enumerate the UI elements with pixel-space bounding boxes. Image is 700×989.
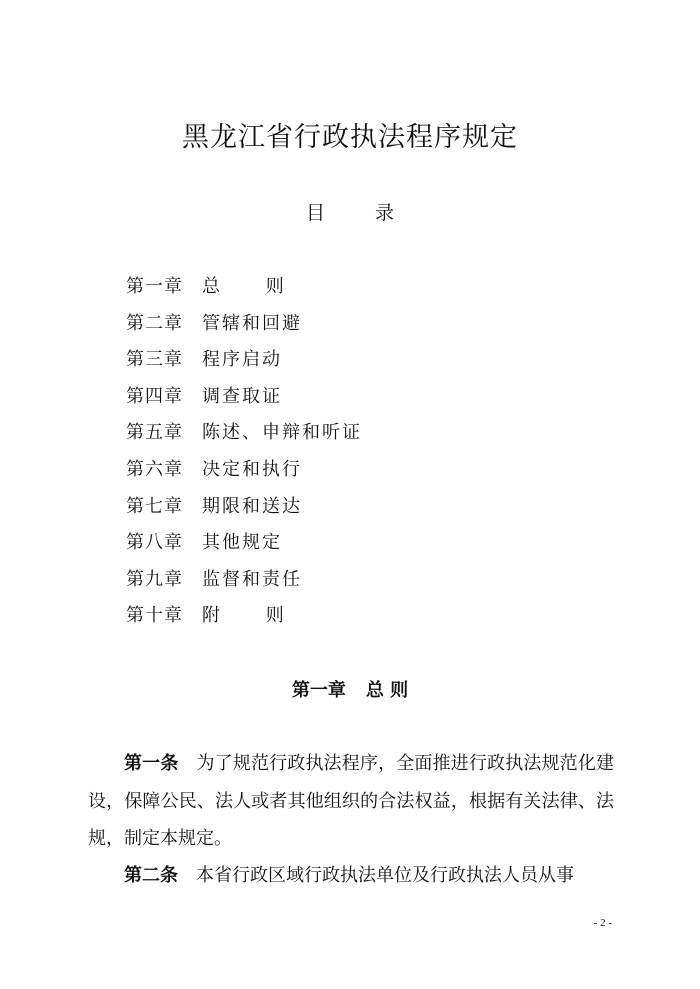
toc-chapter-name: 期限和送达 bbox=[202, 495, 302, 517]
toc-chapter-number: 第五章 bbox=[126, 422, 183, 444]
toc-item bbox=[126, 602, 362, 639]
toc-item bbox=[126, 456, 362, 493]
toc-chapter-number: 第九章 bbox=[126, 568, 183, 590]
toc-item bbox=[126, 419, 362, 456]
article-label: 第一条 bbox=[124, 753, 179, 774]
toc-chapter-name: 附 则 bbox=[202, 605, 304, 627]
toc-chapter-number: 第八章 bbox=[126, 532, 183, 554]
chapter-name: 总 则 bbox=[365, 680, 409, 701]
toc-chapter-name: 调查取证 bbox=[202, 385, 282, 407]
toc-chapter-number: 第三章 bbox=[126, 349, 183, 371]
toc-item bbox=[126, 566, 362, 603]
toc-item bbox=[126, 383, 362, 420]
toc-item bbox=[126, 493, 362, 530]
article-paragraph bbox=[88, 857, 614, 895]
toc-chapter-number: 第十章 bbox=[126, 605, 183, 627]
toc-chapter-name: 监督和责任 bbox=[202, 568, 302, 590]
toc-chapter-name: 决定和执行 bbox=[202, 458, 302, 480]
article-text: 本省行政区域行政执法单位及行政执法人员从事 bbox=[196, 865, 574, 886]
toc-heading: 目 录 bbox=[305, 202, 417, 224]
table-of-contents bbox=[126, 273, 362, 639]
toc-chapter-name: 总 则 bbox=[202, 276, 304, 297]
toc-item bbox=[126, 310, 362, 347]
toc-chapter-number: 第六章 bbox=[126, 458, 183, 480]
toc-item bbox=[126, 273, 362, 310]
article-paragraph bbox=[88, 745, 614, 858]
article-label: 第二条 bbox=[124, 865, 178, 886]
document-title: 黑龙江省行政执法程序规定 bbox=[182, 122, 518, 153]
toc-item bbox=[126, 529, 362, 566]
toc-chapter-number: 第一章 bbox=[126, 276, 183, 297]
page-number: - 2 - bbox=[593, 917, 612, 929]
toc-chapter-number: 第二章 bbox=[126, 312, 183, 334]
toc-chapter-number: 第七章 bbox=[126, 495, 183, 517]
toc-chapter-name: 程序启动 bbox=[202, 349, 282, 371]
chapter-number: 第一章 bbox=[291, 680, 346, 701]
chapter-heading bbox=[0, 676, 700, 706]
article-text: 为了规范行政执法程序，全面推进行政执法规范化建设，保障公民、法人或者其他组织的合法权益，根据有关法律、法规，制定本规定。 bbox=[88, 753, 615, 849]
toc-chapter-number: 第四章 bbox=[126, 385, 183, 407]
toc-chapter-name: 陈述、申辩和听证 bbox=[202, 422, 362, 444]
toc-chapter-name: 管辖和回避 bbox=[202, 312, 302, 334]
toc-item bbox=[126, 346, 362, 383]
toc-chapter-name: 其他规定 bbox=[202, 532, 282, 554]
